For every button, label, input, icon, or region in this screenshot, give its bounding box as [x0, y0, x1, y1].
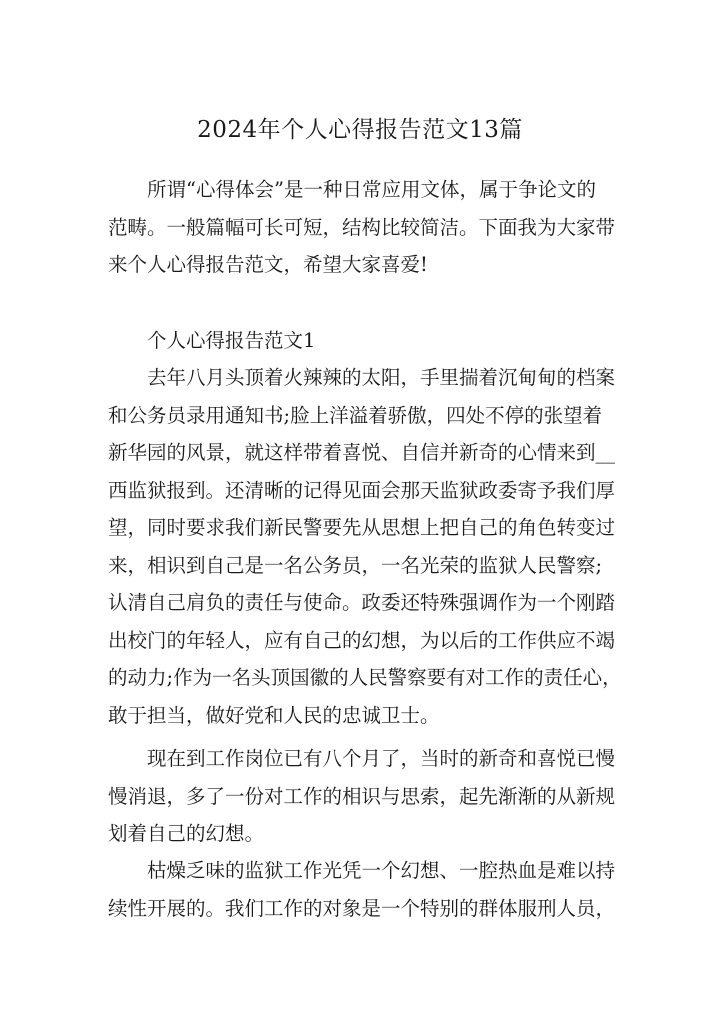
- section-heading-block: [108, 322, 618, 360]
- paragraph-line: 慢消退，多了一份对工作的相识与思索，起先渐渐的从新规: [108, 784, 616, 808]
- paragraph-line: 来，相识到自己是一名公务员，一名光荣的监狱人民警察;: [108, 553, 603, 577]
- paragraph-line: 续性开展的。我们工作的对象是一个特别的群体服刑人员，: [108, 896, 616, 920]
- intro-line: 范畴。一般篇幅可长可短，结构比较简洁。下面我为大家带: [108, 215, 616, 239]
- paragraph-line: 枯燥乏味的监狱工作光凭一个幻想、一腔热血是难以持: [147, 859, 616, 882]
- paragraph-line: 划着自己的幻想。: [108, 822, 265, 845]
- intro-line: 来个人心得报告范文，希望大家喜爱!: [108, 253, 428, 276]
- paragraph-3: [108, 852, 618, 927]
- paragraph-line: 去年八月头顶着火辣辣的太阳，手里揣着沉甸甸的档案: [147, 366, 616, 389]
- paragraph-line: 新华园的风景，就这样带着喜悦、自信并新奇的心情来到__: [108, 441, 616, 464]
- paragraph-line: 出校门的年轻人，应有自己的幻想，为以后的工作供应不竭: [108, 628, 616, 652]
- paragraph-line: 敢于担当，做好党和人民的忠诚卫士。: [108, 703, 440, 727]
- paragraph-line: 现在到工作岗位已有八个月了，当时的新奇和喜悦已慢: [147, 747, 616, 770]
- paragraph-2: [108, 740, 618, 853]
- document-title: 2024年个人心得报告范文13篇: [197, 117, 523, 143]
- intro-paragraph: [108, 171, 618, 284]
- paragraph-1: [108, 359, 622, 734]
- paragraph-line: 望，同时要求我们新民警要先从思想上把自己的角色转变过: [108, 516, 616, 539]
- section-heading: 个人心得报告范文1: [147, 329, 316, 352]
- paragraph-line: 西监狱报到。还清晰的记得见面会那天监狱政委寄予我们厚: [108, 478, 616, 502]
- paragraph-line: 和公务员录用通知书;脸上洋溢着骄傲，四处不停的张望着: [108, 403, 603, 427]
- paragraph-line: 的动力;作为一名头顶国徽的人民警察要有对工作的责任心，: [108, 666, 622, 689]
- intro-line: 所谓“心得体会”是一种日常应用文体，属于争论文的: [147, 178, 596, 201]
- paragraph-line: 认清自己肩负的责任与使命。政委还特殊强调作为一个刚踏: [108, 591, 616, 614]
